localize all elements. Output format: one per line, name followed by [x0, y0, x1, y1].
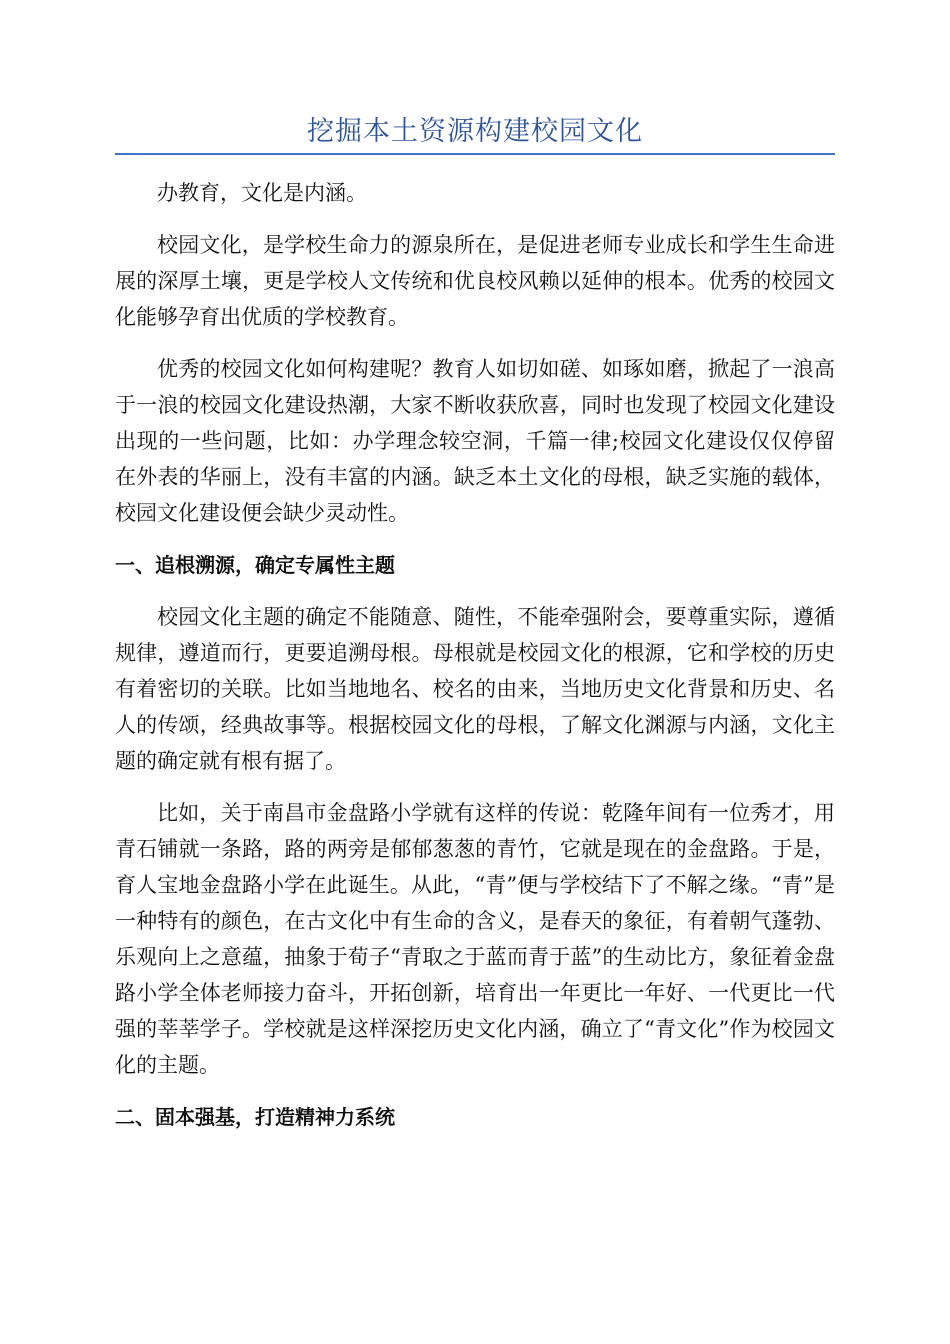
- paragraph-culture-problems: 优秀的校园文化如何构建呢？教育人如切如磋、如琢如磨，掀起了一浪高于一浪的校园文化建设热潮，大家不断收获欣喜，同时也发现了校园文化建设出现的一些问题，比如：办学理念较空洞，千篇一律;校园文化建设仅仅停留在外表的华丽上，没有丰富的内涵。缺乏本土文化的母根，缺乏实施的载体，校园文化建设便会缺少灵动性。: [115, 357, 835, 525]
- paragraph-culture-definition: 校园文化，是学校生命力的源泉所在，是促进老师专业成长和学生生命进展的深厚土壤，更是学校人文传统和优良校风赖以延伸的根本。优秀的校园文化能够孕育出优质的学校教育。: [115, 233, 835, 329]
- paragraph-intro: 办教育，文化是内涵。: [157, 181, 367, 205]
- document-body: [115, 175, 835, 1151]
- section-heading-1: 一、追根溯源，确定专属性主题: [115, 553, 395, 577]
- title-underline: [115, 153, 835, 155]
- paragraph-jinpan-road-example: 比如，关于南昌市金盘路小学就有这样的传说：乾隆年间有一位秀才，用青石铺就一条路，路的两旁是郁郁葱葱的青竹，它就是现在的金盘路。于是，育人宝地金盘路小学在此诞生。从此，“青”便与学校结下了不解之缘。“青”是一种特有的颜色，在古文化中有生命的含义，是春天的象征，有着朝气蓬勃、乐观向上之意蕴，抽象于荀子“青取之于蓝而青于蓝”的生动比方，象征着金盘路小学全体老师接力奋斗，开拓创新，培育出一年更比一年好、一代更比一代强的莘莘学子。学校就是这样深挖历史文化内涵，确立了“青文化”作为校园文化的主题。: [115, 801, 835, 1077]
- paragraph-theme-roots: 校园文化主题的确定不能随意、随性，不能牵强附会，要尊重实际，遵循规律，遵道而行，更要追溯母根。母根就是校园文化的根源，它和学校的历史有着密切的关联。比如当地地名、校名的由来，当地历史文化背景和历史、名人的传颂，经典故事等。根据校园文化的母根，了解文化渊源与内涵，文化主题的确定就有根有据了。: [115, 605, 835, 773]
- section-heading-2: 二、固本强基，打造精神力系统: [115, 1105, 395, 1129]
- document-title: 挖掘本土资源构建校园文化: [307, 116, 643, 147]
